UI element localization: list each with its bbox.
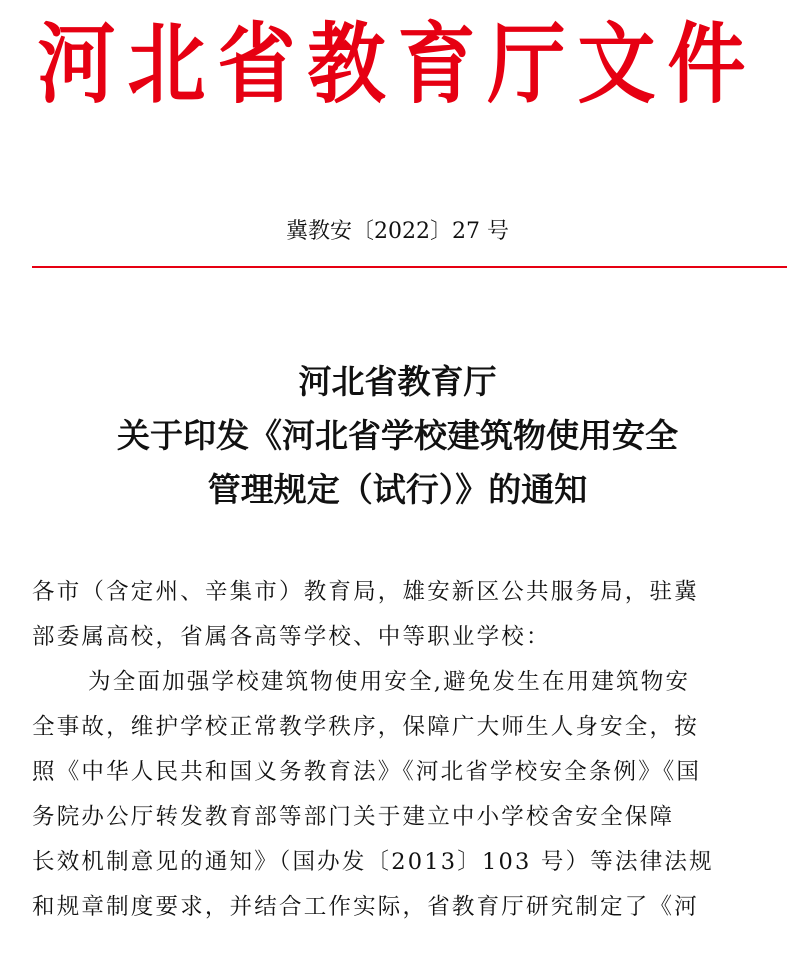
body-line: 务院办公厅转发教育部等部门关于建立中小学校舍安全保障 (32, 804, 675, 830)
body-line-recipients-2: 部委属高校，省属各高等学校、中等职业学校： (32, 624, 551, 650)
body-line-paragraph-start: 为全面加强学校建筑物使用安全,避免发生在用建筑物安 (88, 669, 691, 695)
red-divider-line (32, 266, 787, 268)
document-number: 冀教安〔2022〕27 号 (286, 219, 509, 244)
title-line-3: 管理规定（试行）》的通知 (207, 470, 588, 509)
title-line-2: 关于印发《河北省学校建筑物使用安全 (117, 416, 678, 455)
body-line-recipients-1: 各市（含定州、辛集市）教育局，雄安新区公共服务局，驻冀 (32, 579, 699, 605)
notice-title (0, 355, 795, 517)
body-line: 全事故，维护学校正常教学秩序，保障广大师生人身安全，按 (32, 714, 699, 740)
body-line: 和规章制度要求，并结合工作实际，省教育厅研究制定了《河 (32, 894, 699, 920)
body-line: 照《中华人民共和国义务教育法》《河北省学校安全条例》《国 (32, 759, 702, 785)
document-masthead: 河北省教育厅文件 (37, 15, 758, 117)
title-line-1: 河北省教育厅 (298, 362, 497, 401)
body-line: 长效机制意见的通知》（国办发〔2013〕103 号）等法律法规 (32, 849, 714, 875)
notice-body (32, 570, 772, 930)
